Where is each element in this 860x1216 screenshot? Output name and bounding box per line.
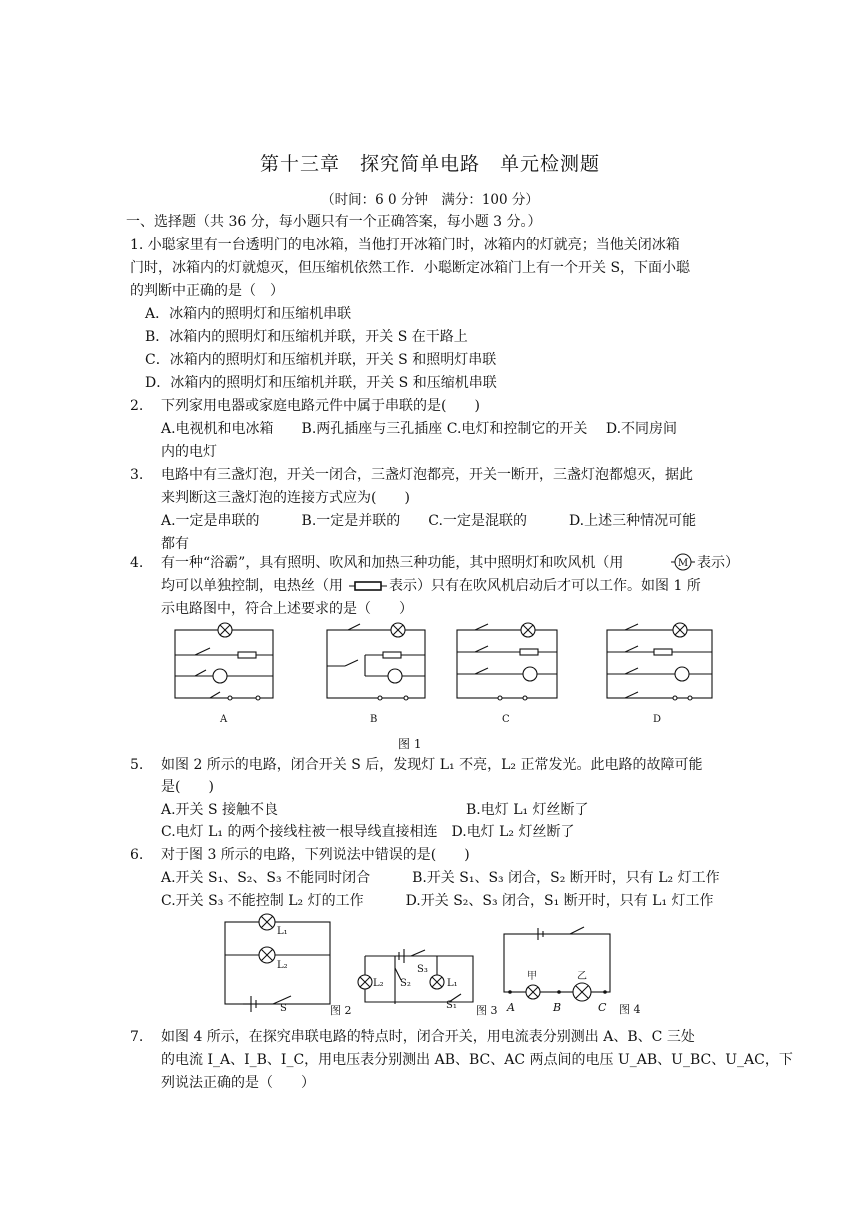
circuit-a [175, 623, 273, 725]
q2-number: 2. [130, 398, 144, 414]
q3-options: A.一定是串联的 B.一定是并联的 C.一定是混联的 D.上述三种情况可能 [161, 513, 697, 529]
q5-option-cd: C.电灯 L₁ 的两个接线柱被一根导线直接相连 D.电灯 L₂ 灯丝断了 [161, 824, 575, 840]
figures-2-3-4 [215, 912, 655, 1022]
q6-number: 6. [130, 847, 144, 863]
q7-number: 7. [130, 1029, 144, 1045]
figure-1-circuits [170, 618, 730, 728]
q3-number: 3. [130, 467, 144, 483]
heater-symbol-icon [349, 579, 387, 593]
figure-4-circuit [504, 927, 641, 1016]
q5-line-2: 是( ) [161, 779, 214, 795]
q6-options-ab: A.开关 S₁、S₂、S₃ 不能同时闭合 B.开关 S₁、S₃ 闭合，S₂ 断开时，只有 L₂ 灯工作 [161, 870, 720, 886]
motor-symbol-label: M [677, 558, 689, 569]
q1-option-a: A．冰箱内的照明灯和压缩机串联 [145, 306, 352, 322]
q5-option-a: A.开关 S 接触不良 [161, 802, 279, 818]
q3-options-cont: 都有 [161, 536, 189, 552]
fig4-jia-label: 甲 [527, 971, 537, 982]
q1-line-1: 1. 小聪家里有一台透明门的电冰箱，当他打开冰箱门时，冰箱内的灯就亮；当他关闭冰箱 [130, 237, 680, 253]
figure-2-circuit [225, 914, 352, 1017]
q7-line-1: 如图 4 所示，在探究串联电路的特点时，闭合开关，用电流表分别测出 A、B、C 三处 [161, 1029, 695, 1045]
q5-option-b: B.电灯 L₁ 灯丝断了 [466, 802, 589, 818]
q1-option-b: B．冰箱内的照明灯和压缩机并联，开关 S 在干路上 [145, 329, 468, 345]
q5-line-1: 如图 2 所示的电路，闭合开关 S 后，发现灯 L₁ 不亮，L₂ 正常发光。此电路的故障可能 [161, 757, 703, 773]
q4-line-1b: 表示） [697, 555, 739, 571]
q1-option-d: D．冰箱内的照明灯和压缩机并联，开关 S 和压缩机串联 [145, 375, 497, 391]
fig3-l1-label: L₁ [447, 978, 458, 989]
q2-options: A.电视机和电冰箱 B.两孔插座与三孔插座 C.电灯和控制它的开关 D.不同房间 [161, 421, 678, 437]
fig3-s2-label: S₂ [400, 978, 411, 989]
fig3-s1-label: S₁ [446, 1000, 457, 1011]
motor-symbol-icon [671, 551, 695, 575]
fig2-caption: 图 2 [330, 1004, 352, 1017]
fig3-l2-label: L₂ [373, 978, 384, 989]
q1-line-3: 的判断中正确的是（ ） [130, 283, 284, 299]
q4-line-2b: 表示）只有在吹风机启动后才可以工作。如图 1 所 [389, 578, 701, 594]
q6-stem: 对于图 3 所示的电路，下列说法中错误的是( ) [161, 847, 470, 863]
fig3-s3-label: S₃ [417, 964, 428, 975]
q5-number: 5. [130, 757, 144, 773]
fig4-a-label: A [507, 1001, 515, 1014]
q6-options-cd: C.开关 S₃ 不能控制 L₂ 灯的工作 D.开关 S₂、S₃ 闭合，S₁ 断开时，只有 L₁ 灯工作 [161, 893, 714, 909]
q4-line-3: 示电路图中，符合上述要求的是（ ） [161, 601, 413, 617]
q2-stem: 下列家用电器或家庭电路元件中属于串联的是( ) [161, 398, 480, 414]
q4-number: 4. [130, 555, 144, 571]
circuit-d-label: D [653, 714, 662, 725]
fig2-l1-label: L₁ [277, 926, 288, 937]
fig4-yi-label: 乙 [577, 971, 587, 982]
q1-option-c: C．冰箱内的照明灯和压缩机并联，开关 S 和照明灯串联 [145, 352, 497, 368]
q4-line-2a: 均可以单独控制，电热丝（用 [161, 578, 343, 594]
circuit-b-label: B [370, 714, 378, 725]
q4-line-1a: 有一种“浴霸”，具有照明、吹风和加热三种功能，其中照明灯和吹风机（用 [161, 555, 624, 571]
q1-line-2: 门时，冰箱内的灯就熄灭，但压缩机依然工作．小聪断定冰箱门上有一个开关 S，下面小聪 [130, 260, 691, 276]
fig2-l2-label: L₂ [277, 960, 288, 971]
circuit-b [327, 623, 425, 725]
q3-line-2: 来判断这三盏灯泡的连接方式应为( ) [161, 490, 410, 506]
fig4-b-label: B [553, 1001, 562, 1014]
q7-line-3: 列说法正确的是（ ） [161, 1075, 315, 1091]
fig3-caption: 图 3 [476, 1004, 498, 1017]
page-subtitle: （时间：6 0 分钟 满分：100 分） [321, 192, 539, 208]
q3-line-1: 电路中有三盏灯泡，开关一闭合，三盏灯泡都亮，开关一断开，三盏灯泡都熄灭，据此 [161, 467, 693, 483]
circuit-c [457, 623, 557, 725]
q2-options-cont: 内的电灯 [161, 444, 217, 460]
q7-line-2: 的电流 I_A、I_B、I_C，用电压表分别测出 AB、BC、AC 两点间的电压 U_AB、U_BC、U_AC，下 [161, 1052, 793, 1068]
fig4-c-label: C [598, 1001, 607, 1014]
circuit-c-label: C [502, 714, 510, 725]
page-title: 第十三章 探究简单电路 单元检测题 [259, 153, 600, 175]
figure-1-caption: 图 1 [398, 737, 422, 751]
figure-3-circuit [358, 949, 498, 1017]
circuit-d [607, 623, 712, 725]
fig4-caption: 图 4 [619, 1003, 641, 1016]
circuit-a-label: A [220, 714, 228, 725]
fig2-s-label: S [280, 1003, 287, 1014]
section-heading: 一、选择题（共 36 分，每小题只有一个正确答案，每小题 3 分。） [126, 214, 542, 230]
